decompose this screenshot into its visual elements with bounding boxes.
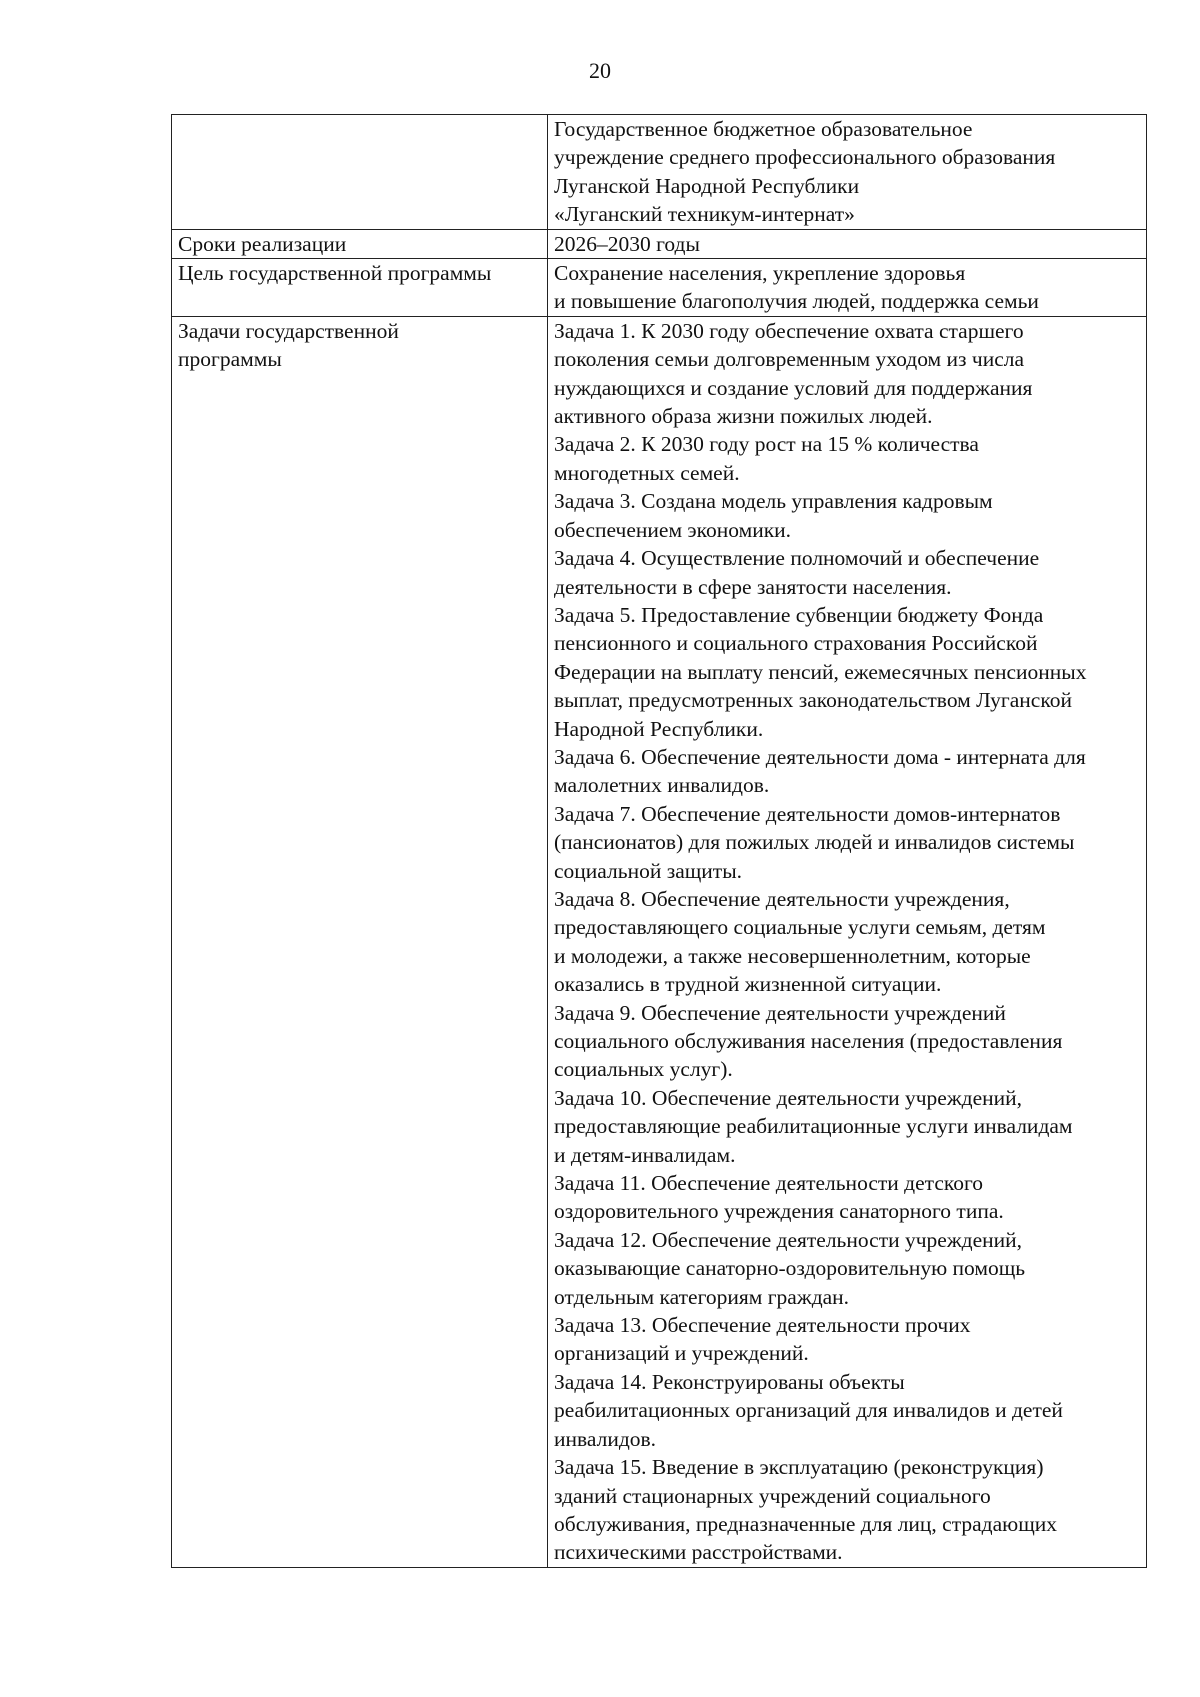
row-value-line: Задача 10. Обеспечение деятельности учреждений,	[554, 1085, 1023, 1110]
row-value-line: деятельности в сфере занятости населения.	[554, 574, 952, 599]
row-value-line: социальных услуг).	[554, 1057, 733, 1082]
row-value-line: Задача 9. Обеспечение деятельности учреждений	[554, 1000, 1006, 1025]
row-value-line: 2026–2030 годы	[554, 231, 700, 256]
row-value-line: и детям-инвалидам.	[554, 1142, 736, 1167]
row-value-line: выплат, предусмотренных законодательством Луганской	[554, 688, 1072, 713]
row-label-cell	[172, 115, 548, 230]
program-passport-table	[171, 114, 1147, 1568]
row-value-line: Задача 6. Обеспечение деятельности дома - интерната для	[554, 744, 1086, 769]
row-value-line: поколения семьи долговременным уходом из числа	[554, 347, 1025, 372]
row-value-line: Задача 8. Обеспечение деятельности учреждения,	[554, 886, 1010, 911]
row-value-line: нуждающихся и создание условий для поддержания	[554, 375, 1033, 400]
row-label-line: программы	[178, 347, 282, 372]
row-value-cell	[548, 259, 1147, 317]
row-label-cell	[172, 316, 548, 1567]
row-value-line: отдельным категориям граждан.	[554, 1284, 850, 1309]
row-value-line: многодетных семей.	[554, 460, 740, 485]
table-row	[172, 259, 1147, 317]
row-label-cell	[172, 229, 548, 258]
row-value-line: организаций и учреждений.	[554, 1341, 809, 1366]
row-value-line: Народной Республики.	[554, 716, 764, 741]
row-value-line: пенсионного и социального страхования Российской	[554, 631, 1038, 656]
row-value-line: инвалидов.	[554, 1426, 657, 1451]
row-value-line: Федерации на выплату пенсий, ежемесячных пенсионных	[554, 659, 1087, 684]
row-value-line: обслуживания, предназначенные для лиц, страдающих	[554, 1511, 1058, 1536]
row-value-line: и повышение благополучия людей, поддержка семьи	[554, 289, 1039, 314]
row-value-line: Государственное бюджетное образовательное	[554, 117, 973, 141]
row-value-line: социальной защиты.	[554, 858, 743, 883]
row-value-line: «Луганский техникум-интернат»	[554, 202, 855, 227]
row-value-line: Задача 4. Осуществление полномочий и обеспечение	[554, 546, 1040, 571]
row-value-line: Задача 1. К 2030 году обеспечение охвата старшего	[554, 318, 1024, 343]
table-body	[172, 115, 1147, 1568]
row-value-line: реабилитационных организаций для инвалидов и детей	[554, 1398, 1063, 1423]
row-value-line: Сохранение населения, укрепление здоровья	[554, 261, 966, 286]
row-value-line: оказались в трудной жизненной ситуации.	[554, 972, 942, 997]
row-value-line: оздоровительного учреждения санаторного типа.	[554, 1199, 1004, 1224]
row-value-line: и молодежи, а также несовершеннолетним, которые	[554, 943, 1031, 968]
row-value-line: Задача 7. Обеспечение деятельности домов-интернатов	[554, 801, 1061, 826]
row-value-line: Задача 2. К 2030 году рост на 15 % количества	[554, 432, 979, 457]
row-value-line: Луганской Народной Республики	[554, 173, 860, 198]
row-label-line: Задачи государственной	[178, 318, 399, 343]
row-value-line: оказывающие санаторно-оздоровительную помощь	[554, 1256, 1026, 1281]
row-value-cell	[548, 316, 1147, 1567]
page-number: 20	[589, 58, 611, 83]
row-value-line: Задача 12. Обеспечение деятельности учреждений,	[554, 1227, 1023, 1252]
row-label-cell	[172, 259, 548, 317]
table-row	[172, 229, 1147, 258]
row-value-line: Задача 15. Введение в эксплуатацию (реконструкция)	[554, 1455, 1044, 1480]
row-label-line: Сроки реализации	[178, 231, 347, 256]
row-value-line: (пансионатов) для пожилых людей и инвалидов системы	[554, 830, 1075, 855]
row-value-line: Задача 11. Обеспечение деятельности детского	[554, 1171, 983, 1196]
row-value-line: Задача 3. Создана модель управления кадровым	[554, 489, 993, 514]
row-value-line: обеспечением экономики.	[554, 517, 792, 542]
row-value-line: малолетних инвалидов.	[554, 773, 770, 798]
row-value-line: социального обслуживания населения (предоставления	[554, 1029, 1063, 1053]
row-value-line: Задача 5. Предоставление субвенции бюджету Фонда	[554, 602, 1044, 627]
row-value-line: предоставляющие реабилитационные услуги инвалидам	[554, 1114, 1073, 1139]
row-value-line: учреждение среднего профессионального образования	[554, 145, 1056, 170]
row-value-line: зданий стационарных учреждений социального	[554, 1483, 991, 1508]
row-value-line: предоставляющего социальные услуги семьям, детям	[554, 915, 1046, 940]
row-label-line: Цель государственной программы	[178, 261, 492, 286]
row-value-cell	[548, 229, 1147, 258]
row-value-cell	[548, 115, 1147, 230]
row-value-line: Задача 14. Реконструированы объекты	[554, 1369, 905, 1394]
table-row	[172, 115, 1147, 230]
table-row	[172, 316, 1147, 1567]
row-value-line: психическими расстройствами.	[554, 1540, 843, 1565]
row-value-line: Задача 13. Обеспечение деятельности прочих	[554, 1313, 971, 1338]
row-value-line: активного образа жизни пожилых людей.	[554, 404, 933, 429]
